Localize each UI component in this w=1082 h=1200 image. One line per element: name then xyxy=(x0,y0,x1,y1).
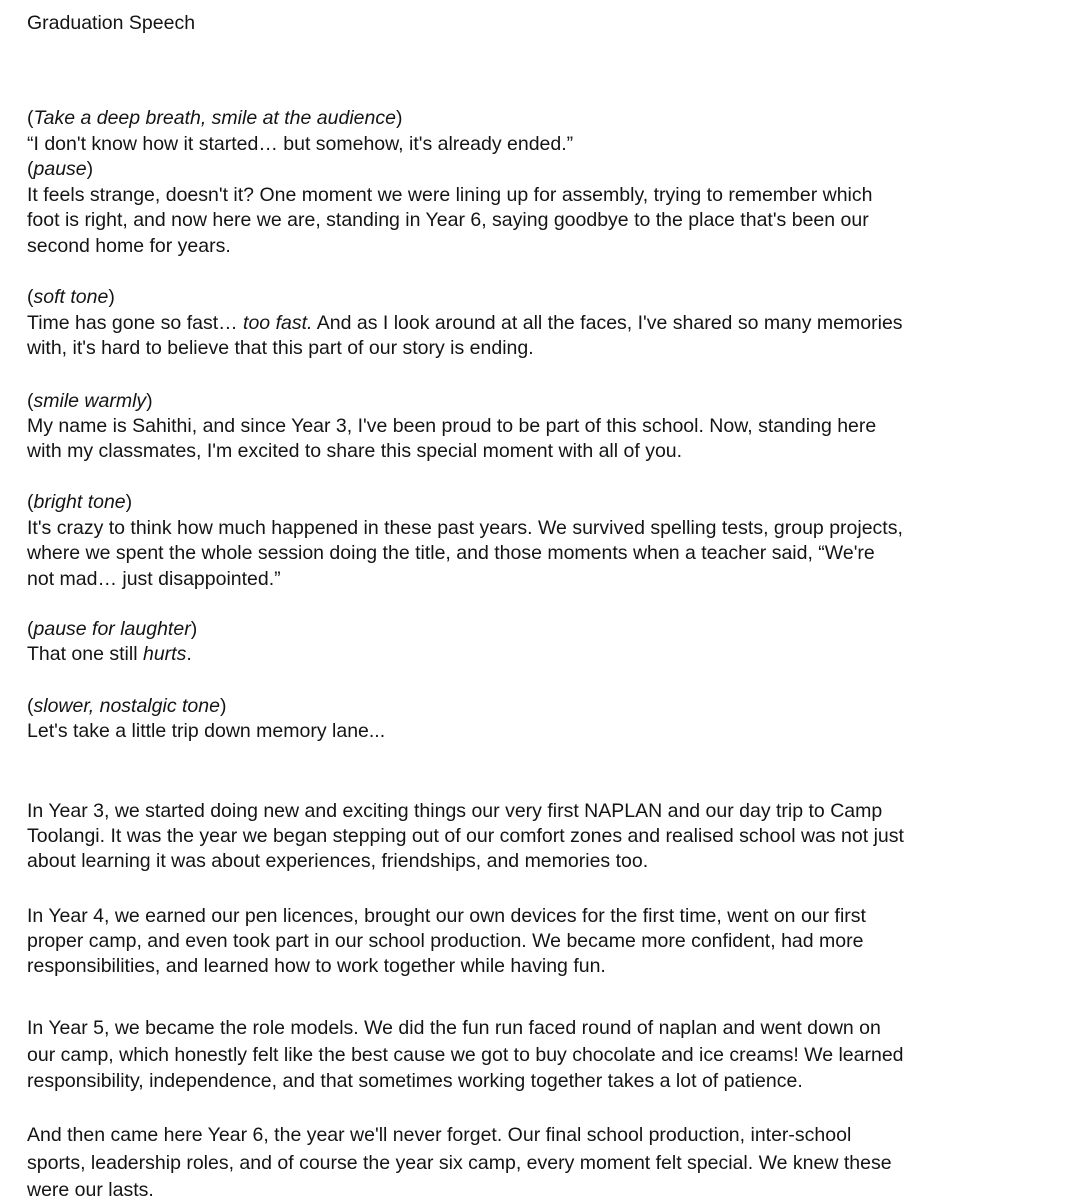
text-run: ) xyxy=(395,107,403,129)
text-line xyxy=(27,1177,892,1200)
text-run: In Year 3, we started doing new and exciting things our very first NAPLAN and our day trip to Camp xyxy=(27,800,883,822)
text-run: ( xyxy=(27,158,34,180)
text-line xyxy=(27,439,876,464)
text-run: foot is right, and now here we are, standing in Year 6, saying goodbye to the place that's been our xyxy=(27,209,869,231)
text-run: ( xyxy=(27,491,34,513)
text-run: ) xyxy=(86,158,94,180)
italic-text-run: slower, nostalgic tone xyxy=(33,695,220,717)
text-run: responsibility, independence, and that sometimes working together takes a lot of patience. xyxy=(27,1070,803,1093)
text-run: sports, leadership roles, and of course the year six camp, every moment felt special. We knew these xyxy=(27,1151,892,1174)
text-line xyxy=(27,311,903,337)
text-run: were our lasts. xyxy=(27,1179,154,1200)
italic-text-run: too fast. xyxy=(243,311,313,334)
text-run: In Year 5, we became the role models. We did the fun run faced round of naplan and went down on xyxy=(27,1017,881,1039)
text-line xyxy=(27,285,903,311)
text-run: It feels strange, doesn't it? One moment we were lining up for assembly, trying to remember which xyxy=(27,183,873,206)
text-line xyxy=(27,132,873,158)
italic-text-run: bright tone xyxy=(33,491,126,513)
document-title: Graduation Speech xyxy=(27,12,196,34)
text-line xyxy=(27,414,876,439)
paragraph-smile-warmly xyxy=(27,389,876,464)
text-line xyxy=(27,929,866,954)
text-run: with, it's hard to believe that this part of our story is ending. xyxy=(27,337,534,359)
text-run: Time has gone so fast… xyxy=(27,311,244,334)
paragraph-year-3 xyxy=(27,799,904,874)
text-run: ) xyxy=(108,286,115,308)
text-run: ( xyxy=(27,107,34,129)
text-line xyxy=(27,336,903,362)
paragraph-year-5 xyxy=(27,1015,904,1095)
text-run: It's crazy to think how much happened in these past years. We survived spelling tests, group projects, xyxy=(27,516,903,539)
paragraph-year-4 xyxy=(27,904,866,979)
text-line xyxy=(27,694,385,719)
text-line xyxy=(27,904,866,929)
text-line xyxy=(27,1150,892,1178)
text-line xyxy=(27,1122,892,1150)
paragraph-pause-for-laughter xyxy=(27,617,197,667)
text-run: ( xyxy=(27,695,34,717)
text-run: with my classmates, I'm excited to share this special moment with all of you. xyxy=(27,440,683,462)
text-line xyxy=(27,954,866,979)
text-line xyxy=(27,617,197,642)
text-run: ( xyxy=(27,286,34,308)
text-line xyxy=(27,719,385,744)
text-run: And then came here Year 6, the year we'll never forget. Our final school production, inter-school xyxy=(27,1124,852,1146)
text-run: responsibilities, and learned how to work together while having fun. xyxy=(27,955,606,977)
text-line xyxy=(27,389,876,414)
paragraph-year-6 xyxy=(27,1122,892,1200)
text-line xyxy=(27,490,903,516)
text-run: In Year 4, we earned our pen licences, brought our own devices for the first time, went on our first xyxy=(27,905,866,927)
text-line xyxy=(27,208,873,234)
text-run: ) xyxy=(146,390,153,412)
text-line xyxy=(27,642,197,667)
text-line xyxy=(27,1015,904,1042)
text-line xyxy=(27,824,904,849)
paragraph-nostalgic-tone xyxy=(27,694,385,744)
italic-text-run: smile warmly xyxy=(33,390,147,412)
text-run: ( xyxy=(27,390,34,412)
text-line xyxy=(27,849,904,874)
text-run: second home for years. xyxy=(27,234,231,257)
paragraph-soft-tone xyxy=(27,285,903,362)
text-run: Let's take a little trip down memory lane... xyxy=(27,720,386,742)
text-line xyxy=(27,183,873,209)
text-run: not mad… just disappointed.” xyxy=(27,567,281,590)
text-run: Toolangi. It was the year we began stepping out of our comfort zones and realised school was not just xyxy=(27,825,904,847)
italic-text-run: pause xyxy=(33,158,87,180)
paragraph-opening xyxy=(27,106,873,259)
text-run: And as I look around at all the faces, I've shared so many memories xyxy=(312,311,903,334)
text-run: ( xyxy=(27,618,34,640)
text-run: My name is Sahithi, and since Year 3, I've been proud to be part of this school. Now, standing here xyxy=(27,415,877,437)
text-run: about learning it was about experiences, friendships, and memories too. xyxy=(27,850,649,872)
text-line xyxy=(27,1042,904,1069)
text-run: That one still xyxy=(27,643,143,665)
text-line xyxy=(27,516,903,542)
text-run: proper camp, and even took part in our school production. We became more confident, had more xyxy=(27,930,864,952)
italic-text-run: Take a deep breath, smile at the audience xyxy=(33,107,396,129)
text-run: ) xyxy=(125,491,133,513)
text-run: ) xyxy=(190,618,198,640)
text-run: our camp, which honestly felt like the best cause we got to buy chocolate and ice creams! We learned xyxy=(27,1043,904,1066)
text-line xyxy=(27,799,904,824)
italic-text-run: pause for laughter xyxy=(33,618,191,640)
text-line xyxy=(27,541,903,567)
text-line xyxy=(27,234,873,260)
text-line xyxy=(27,157,873,183)
text-run: ) xyxy=(219,695,227,717)
text-run: where we spent the whole session doing the title, and those moments when a teacher said, “We're xyxy=(27,542,875,564)
text-line xyxy=(27,567,903,593)
text-line xyxy=(27,106,873,132)
text-run: . xyxy=(186,643,192,665)
text-run: “I don't know how it started… but somehow, it's already ended.” xyxy=(27,132,574,155)
paragraph-bright-tone xyxy=(27,490,903,592)
text-line xyxy=(27,1068,904,1095)
italic-text-run: hurts xyxy=(142,643,187,665)
italic-text-run: soft tone xyxy=(33,286,109,308)
